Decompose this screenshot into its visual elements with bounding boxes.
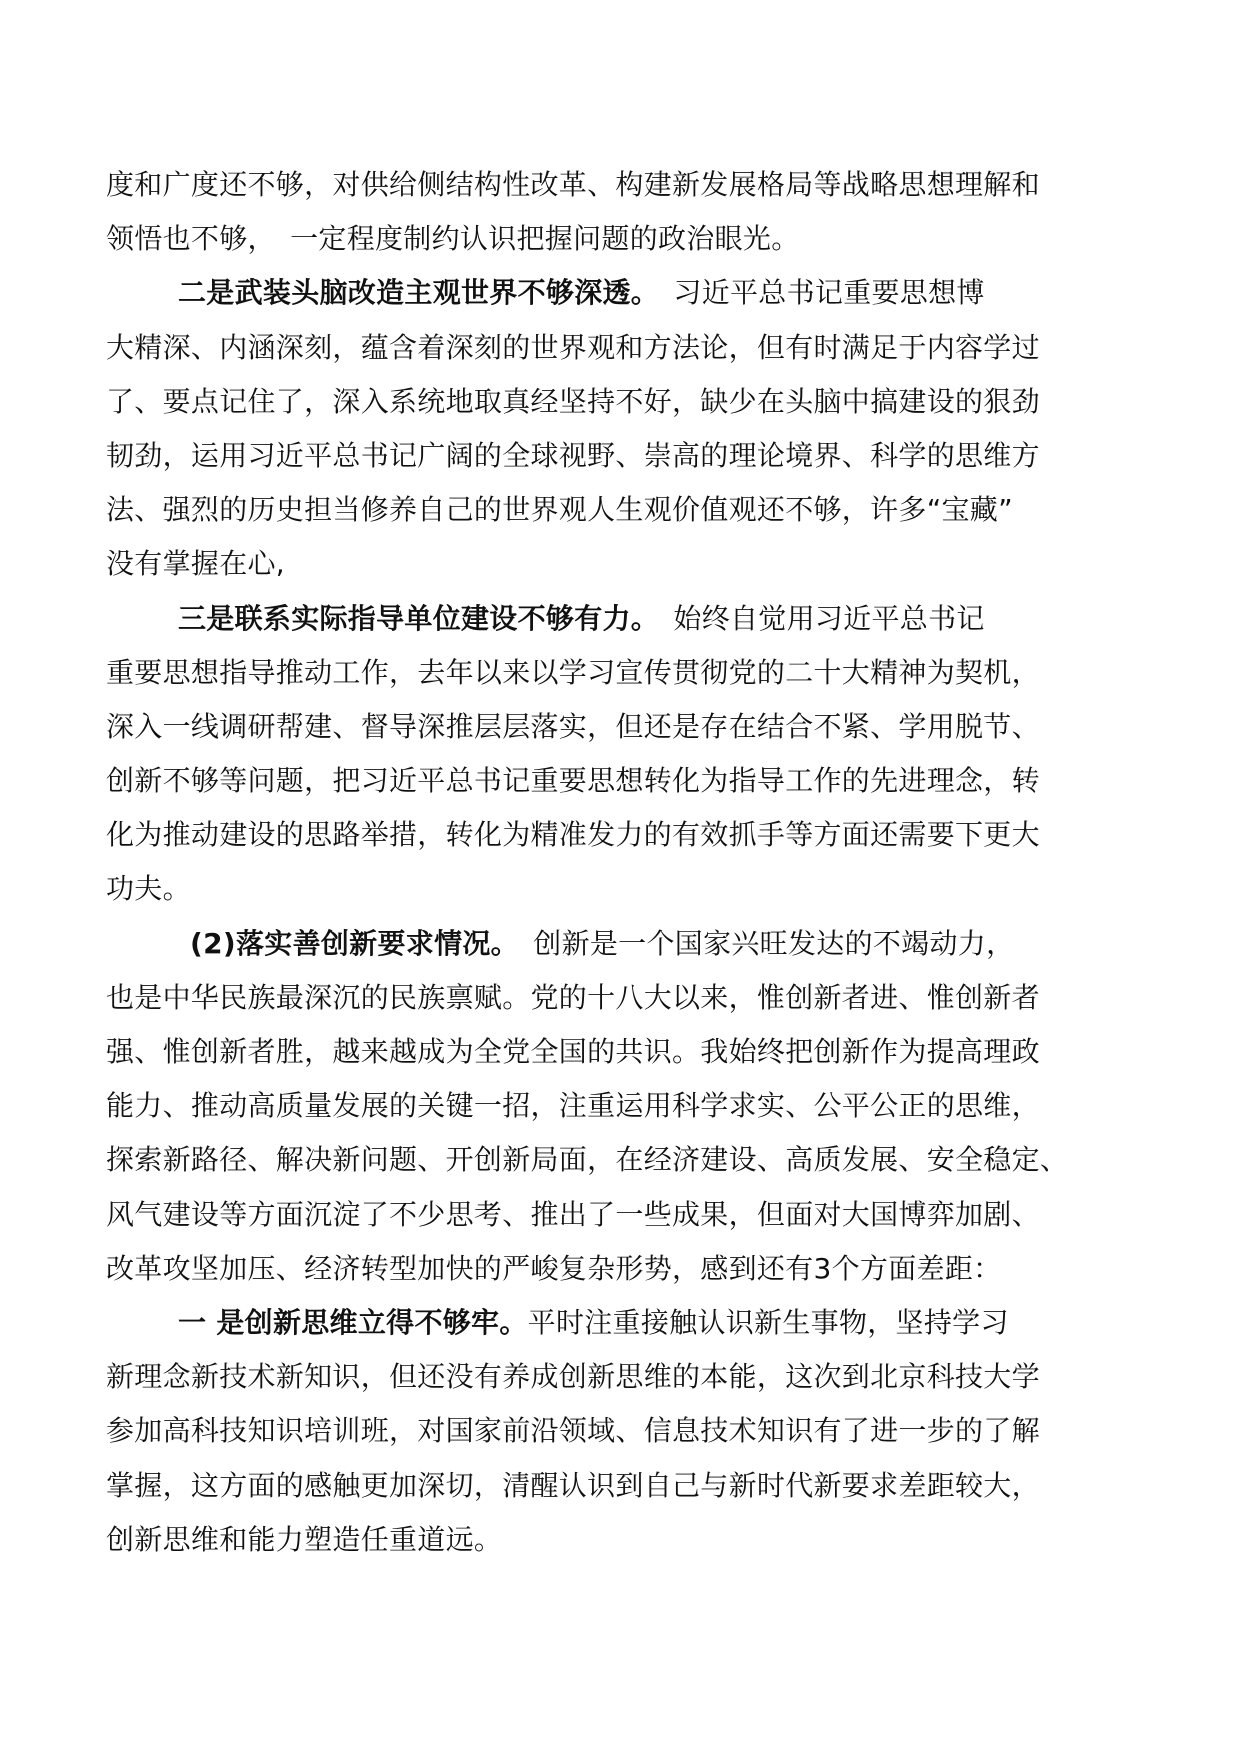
text-line: 掌握，这方面的感触更加深切，清醒认识到自己与新时代新要求差距较大，	[106, 1468, 1040, 1502]
body-text	[106, 158, 1136, 1567]
text-line: 创新不够等问题，把习近平总书记重要思想转化为指导工作的先进理念，转	[106, 764, 1040, 798]
text-line: 强、惟创新者胜，越来越成为全党全国的共识。我始终把创新作为提高理政	[106, 1035, 1040, 1068]
text-line: 创新思维和能力塑造任重道远。	[106, 1522, 503, 1556]
text-line: 大精深、内涵深刻，蕴含着深刻的世界观和方法论，但有时满足于内容学过	[106, 330, 1040, 364]
section-heading: 二是武装头脑改造主观世界不够深透。	[178, 276, 646, 310]
text-line: 法、强烈的历史担当修养自己的世界观人生观价值观还不够，许多“宝藏”	[106, 493, 1013, 527]
text-line: 三是联系实际指导单位建设不够有力。 始终自觉用习近平总书记	[178, 601, 985, 635]
text-line: 重要思想指导推动工作，去年以来以学习宣传贯彻党的二十大精神为契机，	[106, 655, 1040, 689]
section-heading: (2)落实善创新要求情况。	[190, 926, 505, 960]
text-line: 功夫。	[106, 872, 191, 906]
text-line: 二是武装头脑改造主观世界不够深透。 习近平总书记重要思想博	[178, 276, 985, 310]
text-line: 能力、推动高质量发展的关键一招，注重运用科学求实、公平公正的思维，	[106, 1089, 1040, 1123]
text-line: 新理念新技术新知识，但还没有养成创新思维的本能，这次到北京科技大学	[106, 1360, 1040, 1394]
text-line: 没有掌握在心,	[106, 547, 286, 581]
text-line: 也是中华民族最深沉的民族禀赋。党的十八大以来，惟创新者进、惟创新者	[106, 980, 1040, 1014]
text-line: 韧劲，运用习近平总书记广阔的全球视野、崇高的理论境界、科学的思维方	[106, 438, 1040, 472]
text-line: 改革攻坚加压、经济转型加快的严峻复杂形势，感到还有3个方面差距：	[106, 1251, 1002, 1285]
text-line: 化为推动建设的思路举措，转化为精准发力的有效抓手等方面还需要下更大	[106, 818, 1040, 852]
text-line: 领悟也不够， 一定程度制约认识把握问题的政治眼光。	[106, 222, 800, 256]
text-line: 度和广度还不够，对供给侧结构性改革、构建新发展格局等战略思想理解和	[106, 168, 1040, 201]
text-line: 深入一线调研帮建、督导深推层层落实，但还是存在结合不紧、学用脱节、	[106, 709, 1040, 743]
text-line: 风气建设等方面沉淀了不少思考、推出了一些成果，但面对大国博弈加剧、	[106, 1197, 1040, 1231]
section-heading: 一 是创新思维立得不够牢。	[178, 1305, 528, 1339]
section-heading: 三是联系实际指导单位建设不够有力。	[178, 601, 646, 635]
text-line: 参加高科技知识培训班，对国家前沿领域、信息技术知识有了进一步的了解	[106, 1414, 1040, 1448]
text-line: 一 是创新思维立得不够牢。平时注重接触认识新生事物，坚持学习	[178, 1305, 1009, 1339]
text-line: 了、要点记住了，深入系统地取真经坚持不好，缺少在头脑中搞建设的狠劲	[106, 384, 1040, 418]
text-line: (2)落实善创新要求情况。 创新是一个国家兴旺发达的不竭动力，	[190, 926, 1015, 960]
text-line: 探索新路径、解决新问题、开创新局面，在经济建设、高质发展、安全稳定、	[106, 1143, 1069, 1177]
